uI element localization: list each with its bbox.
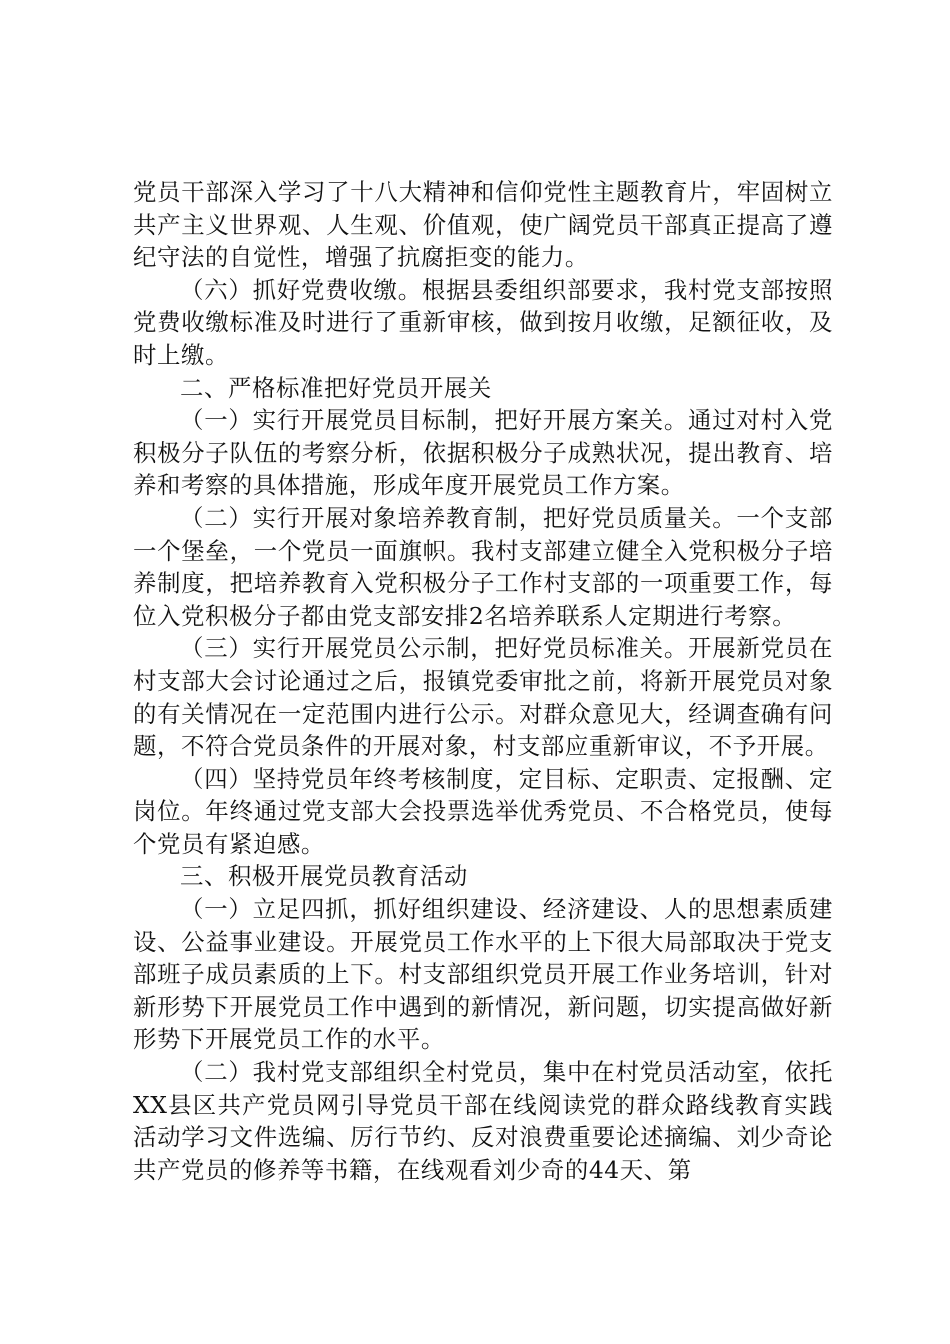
- paragraph-8: （二）我村党支部组织全村党员，集中在村党员活动室，依托XX县区共产党员网引导党员干部在线阅读党的群众路线教育实践活动学习文件选编、厉行节约、反对浪费重要论述摘编、刘少奇论共产党员的修养等书籍，在线观看刘少奇的44天、第: [133, 1058, 833, 1184]
- paragraph-1: 党员干部深入学习了十八大精神和信仰党性主题教育片，牢固树立共产主义世界观、人生观、价值观，使广阔党员干部真正提高了遵纪守法的自觉性，增强了抗腐拒变的能力。: [133, 178, 833, 272]
- paragraph-6: （四）坚持党员年终考核制度，定目标、定职责、定报酬、定岗位。年终通过党支部大会投票选举优秀党员、不合格党员，使每个党员有紧迫感。: [133, 764, 833, 858]
- paragraph-5: （三）实行开展党员公示制，把好党员标准关。开展新党员在村支部大会讨论通过之后，报镇党委审批之前，将新开展党员对象的有关情况在一定范围内进行公示。对群众意见大，经调查确有问题，不符合党员条件的开展对象，村支部应重新审议，不予开展。: [133, 634, 833, 761]
- paragraph-4: （二）实行开展对象培养教育制，把好党员质量关。一个支部一个堡垒，一个党员一面旗帜。我村支部建立健全入党积极分子培养制度，把培养教育入党积极分子工作村支部的一项重要工作，每位入党积极分子都由党支部安排2名培养联系人定期进行考察。: [133, 503, 833, 630]
- section-heading-2: 二、严格标准把好党员开展关: [180, 373, 492, 402]
- section-heading-3: 三、积极开展党员教育活动: [180, 862, 468, 891]
- paragraph-7: （一）立足四抓，抓好组织建设、经济建设、人的思想素质建设、公益事业建设。开展党员工作水平的上下很大局部取决于党支部班子成员素质的上下。村支部组织党员开展工作业务培训，针对新形势下开展党员工作中遇到的新情况，新问题，切实提高做好新形势下开展党员工作的水平。: [133, 895, 833, 1054]
- paragraph-3: （一）实行开展党员目标制，把好开展方案关。通过对村入党积极分子队伍的考察分析，依据积极分子成熟状况，提出教育、培养和考察的具体措施，形成年度开展党员工作方案。: [133, 406, 833, 500]
- document-body: [133, 176, 833, 1186]
- paragraph-2: （六）抓好党费收缴。根据县委组织部要求，我村党支部按照党费收缴标准及时进行了重新审核，做到按月收缴，足额征收，及时上缴。: [133, 275, 833, 369]
